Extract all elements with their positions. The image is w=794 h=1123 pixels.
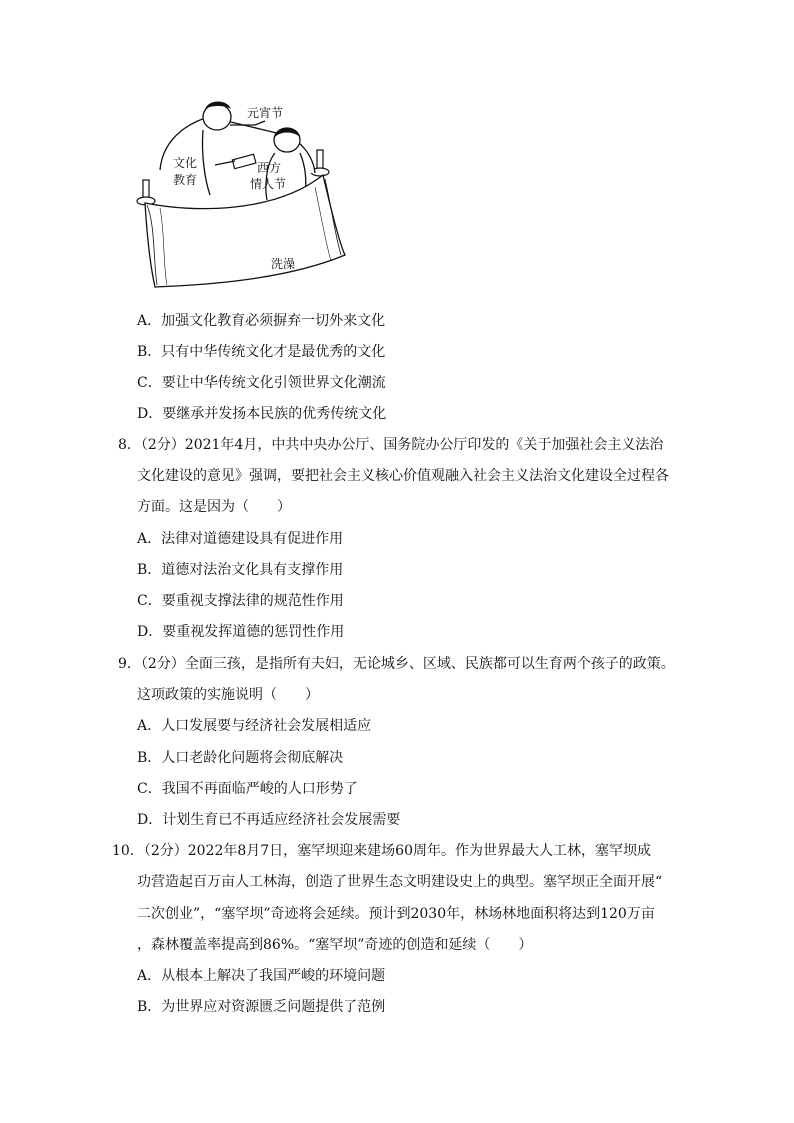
q7-option-d: D．要继承并发扬本民族的优秀传统文化 — [137, 406, 387, 422]
q9-option-a: A．人口发展要与经济社会发展相适应 — [137, 718, 372, 734]
q8-stem-line-2: 文化建设的意见》强调，要把社会主义核心价值观融入社会主义法治文化建设全过程各 — [137, 468, 669, 484]
q10-option-b: B．为世界应对资源匮乏问题提供了范例 — [137, 999, 386, 1015]
q9-option-b: B．人口老龄化问题将会彻底解决 — [137, 750, 344, 766]
label-lantern-festival: 元宵节 — [247, 106, 284, 120]
q10-stem-line-2: 功营造起百万亩人工林海，创造了世界生态文明建设史上的典型。塞罕坝正全面开展“ — [137, 874, 663, 890]
q8-option-b: B．道德对法治文化具有支撑作用 — [137, 562, 344, 578]
q7-option-a: A．加强文化教育必须摒弃一切外来文化 — [137, 313, 386, 329]
q10-stem-line-4: ，森林覆盖率提高到86%。“塞罕坝”奇迹的创造和延续（ ） — [137, 937, 533, 953]
q7-option-c: C．要让中华传统文化引领世界文化潮流 — [137, 375, 386, 391]
q10-stem-line-1: 10．（2分）2022年8月7日，塞罕坝迎来建场60周年。作为世界最大人工林，塞罕坝成 — [112, 843, 651, 859]
q8-stem-line-3: 方面。这是因为（ ） — [137, 499, 291, 515]
q9-option-d: D．计划生育已不再适应经济社会发展需要 — [137, 812, 401, 828]
q8-option-d: D．要重视发挥道德的惩罚性作用 — [137, 624, 345, 640]
q8-option-a: A．法律对道德建设具有促进作用 — [137, 531, 344, 547]
q9-option-c: C．我国不再面临严峻的人口形势了 — [137, 781, 358, 797]
q9-stem-line-1: 9．（2分）全面三孩，是指所有夫妇，无论城乡、区域、民族都可以生育两个孩子的政策。 — [118, 656, 675, 672]
q7-option-b: B．只有中华传统文化才是最优秀的文化 — [137, 344, 386, 360]
label-valentines-day: 情人节 — [250, 177, 287, 191]
q8-option-c: C．要重视支撑法律的规范性作用 — [137, 593, 344, 609]
label-western: 西方 — [257, 161, 282, 175]
q8-stem-line-1: 8．（2分）2021年4月，中共中央办公厅、国务院办公厅印发的《关于加强社会主义法治 — [118, 437, 664, 453]
q9-stem-line-2: 这项政策的实施说明（ ） — [137, 687, 319, 703]
cartoon-illustration — [135, 95, 355, 295]
q10-option-a: A．从根本上解决了我国严峻的环境问题 — [137, 968, 386, 984]
label-education: 教育 — [173, 173, 198, 187]
label-culture: 文化 — [173, 156, 198, 170]
label-bath: 洗澡 — [271, 257, 296, 271]
q10-stem-line-3: 二次创业”，“塞罕坝”奇迹将会延续。预计到2030年，林场林地面积将达到120万亩 — [137, 906, 655, 922]
